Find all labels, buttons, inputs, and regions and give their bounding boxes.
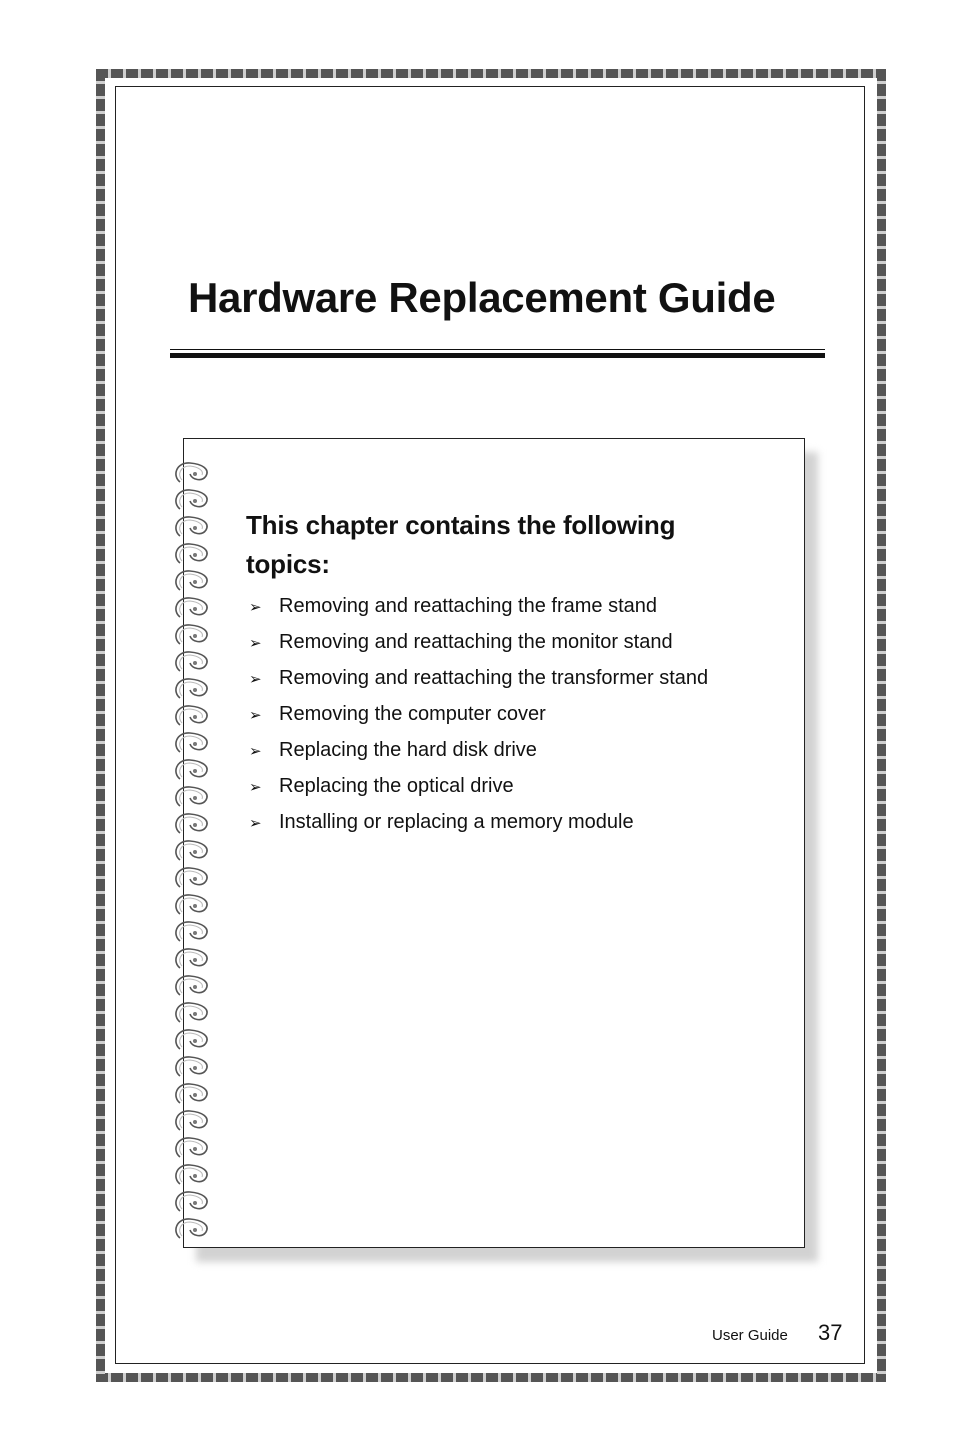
spiral-ring-icon — [176, 760, 207, 779]
border-bottom — [96, 1373, 886, 1382]
list-item — [246, 808, 716, 837]
list-item — [246, 736, 716, 765]
spiral-ring-icon — [176, 625, 207, 644]
spiral-ring-icon — [176, 598, 207, 617]
border-left — [96, 69, 105, 1382]
spiral-ring-icon — [176, 1030, 207, 1049]
spiral-ring-icon — [176, 1084, 207, 1103]
arrow-bullet-icon: ➢ — [249, 599, 262, 616]
list-item — [246, 664, 716, 693]
spiral-ring-icon — [176, 1192, 207, 1211]
spiral-ring-icon — [176, 1057, 207, 1076]
topic-text: Replacing the optical drive — [279, 775, 514, 797]
spiral-ring-icon — [176, 949, 207, 968]
spiral-ring-icon — [176, 571, 207, 590]
list-item — [246, 772, 716, 801]
spiral-ring-icon — [176, 1219, 207, 1238]
arrow-bullet-icon: ➢ — [249, 743, 262, 760]
spiral-ring-icon — [176, 1165, 207, 1184]
arrow-bullet-icon: ➢ — [249, 635, 262, 652]
topic-text: Replacing the hard disk drive — [279, 739, 537, 761]
title-rule-thin — [170, 349, 825, 350]
topic-text: Removing and reattaching the frame stand — [279, 595, 657, 617]
spiral-ring-icon — [176, 544, 207, 563]
topic-list — [246, 592, 716, 844]
page-title: Hardware Replacement Guide — [188, 274, 776, 321]
border-top — [96, 69, 886, 78]
arrow-bullet-icon: ➢ — [249, 671, 262, 688]
spiral-ring-icon — [176, 463, 207, 482]
spiral-ring-icon — [176, 1111, 207, 1130]
spiral-ring-icon — [176, 787, 207, 806]
spiral-ring-icon — [176, 679, 207, 698]
spiral-ring-icon — [176, 517, 207, 536]
spiral-ring-icon — [176, 895, 207, 914]
spiral-ring-icon — [176, 1138, 207, 1157]
border-right — [877, 69, 886, 1382]
arrow-bullet-icon: ➢ — [249, 779, 262, 796]
arrow-bullet-icon: ➢ — [249, 707, 262, 724]
spiral-binding-icon — [168, 456, 216, 1240]
spiral-ring-icon — [176, 976, 207, 995]
topic-text: Installing or replacing a memory module — [279, 811, 634, 833]
arrow-bullet-icon: ➢ — [249, 815, 262, 832]
list-item — [246, 628, 716, 657]
topic-text: Removing the computer cover — [279, 703, 546, 725]
topic-text: Removing and reattaching the monitor stand — [279, 631, 673, 653]
spiral-ring-icon — [176, 733, 207, 752]
page-number: 37 — [818, 1320, 843, 1345]
spiral-ring-icon — [176, 868, 207, 887]
spiral-ring-icon — [176, 814, 207, 833]
spiral-ring-icon — [176, 841, 207, 860]
list-item — [246, 592, 716, 621]
chapter-heading: This chapter contains the following topics: — [246, 510, 676, 579]
spiral-ring-icon — [176, 922, 207, 941]
spiral-ring-icon — [176, 706, 207, 725]
list-item — [246, 700, 716, 729]
title-rule-thick — [170, 353, 825, 358]
spiral-ring-icon — [176, 1003, 207, 1022]
spiral-ring-icon — [176, 652, 207, 671]
topic-text: Removing and reattaching the transformer stand — [279, 667, 709, 689]
footer-label: User Guide — [712, 1327, 788, 1344]
spiral-ring-icon — [176, 490, 207, 509]
